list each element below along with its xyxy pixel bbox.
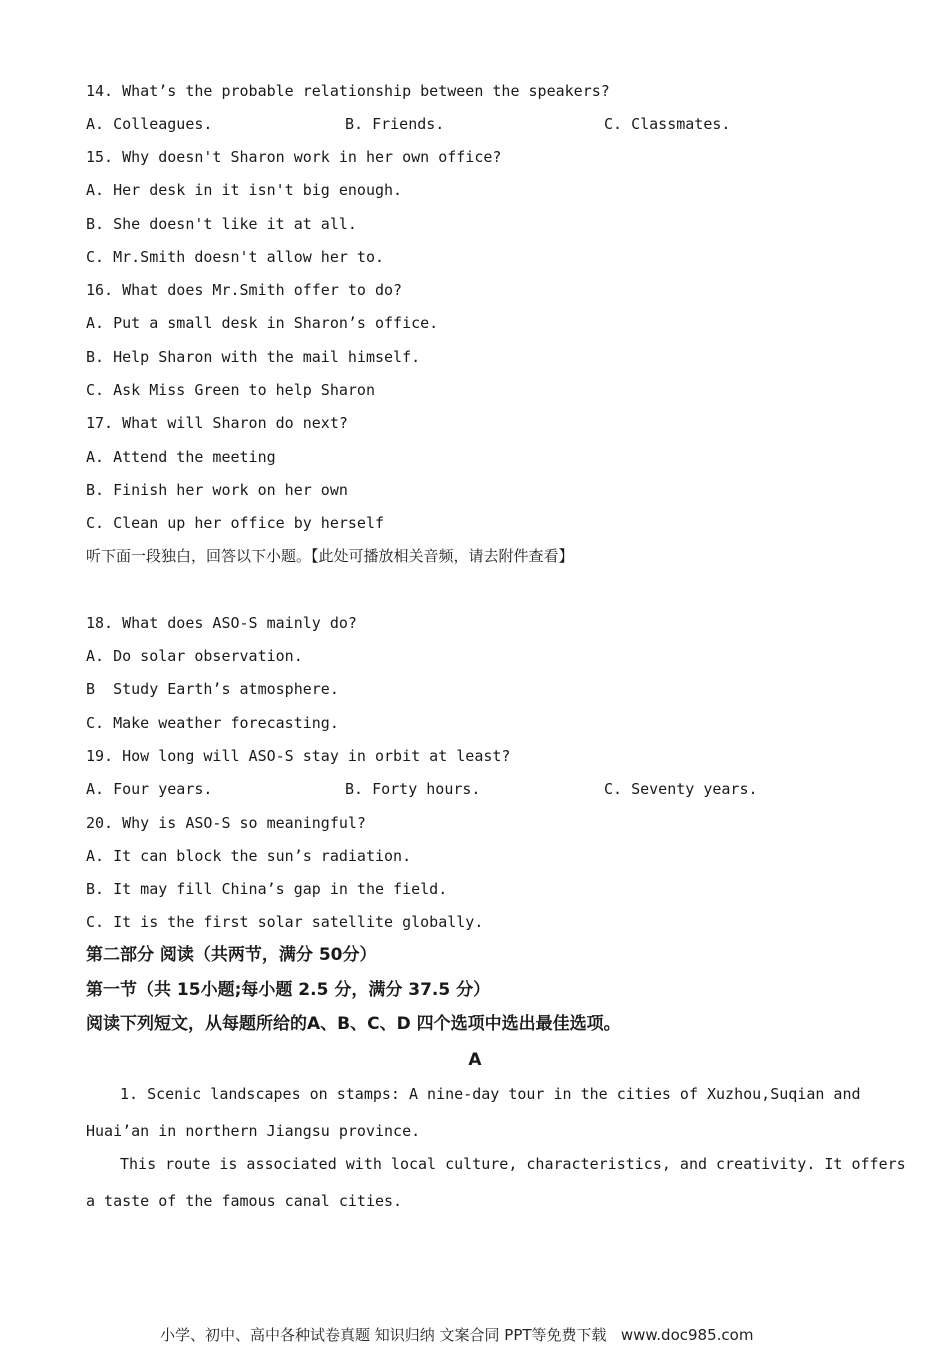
passage-p2-line1: This route is associated with local culture, characteristics, and creativity. It offers — [120, 1155, 906, 1173]
question-14: 14. What’s the probable relationship between the speakers? — [86, 82, 610, 100]
q19-option-a: A. Four years. — [86, 780, 213, 798]
section1-heading: 第一节（共 15小题;每小题 2.5 分，满分 37.5 分） — [86, 980, 491, 1000]
question-16: 16. What does Mr.Smith offer to do? — [86, 281, 403, 299]
question-18: 18. What does ASO-S mainly do? — [86, 614, 357, 632]
q19-option-b: B. Forty hours. — [345, 780, 481, 798]
q16-option-c: C. Ask Miss Green to help Sharon — [86, 381, 375, 399]
monologue-instruction: 听下面一段独白，回答以下小题。【此处可播放相关音频，请去附件查看】 — [86, 547, 574, 565]
footer-banner: 小学、初中、高中各种试卷真题 知识归纳 文案合同 PPT等免费下载 www.doc985.com — [160, 1326, 754, 1344]
question-17: 17. What will Sharon do next? — [86, 414, 348, 432]
passage-p1-line1: 1. Scenic landscapes on stamps: A nine-day tour in the cities of Xuzhou,Suqian and — [120, 1085, 861, 1103]
q17-option-c: C. Clean up her office by herself — [86, 514, 385, 532]
q14-option-a: A. Colleagues. — [86, 115, 213, 133]
question-19: 19. How long will ASO-S stay in orbit at least? — [86, 747, 511, 765]
passage-p2-line2: a taste of the famous canal cities. — [86, 1192, 403, 1210]
q17-option-a: A. Attend the meeting — [86, 448, 276, 466]
q15-option-b: B. She doesn't like it at all. — [86, 215, 357, 233]
question-20: 20. Why is ASO-S so meaningful? — [86, 814, 366, 832]
q20-option-b: B. It may fill China’s gap in the field. — [86, 880, 448, 898]
q20-option-c: C. It is the first solar satellite globally. — [86, 913, 484, 931]
q15-option-a: A. Her desk in it isn't big enough. — [86, 181, 403, 199]
q14-option-b: B. Friends. — [345, 115, 445, 133]
passage-p1-line2: Huai’an in northern Jiangsu province. — [86, 1122, 421, 1140]
q20-option-a: A. It can block the sun’s radiation. — [86, 847, 412, 865]
q18-option-b: B Study Earth’s atmosphere. — [86, 680, 339, 698]
q17-option-b: B. Finish her work on her own — [86, 481, 348, 499]
q16-option-b: B. Help Sharon with the mail himself. — [86, 348, 421, 366]
q18-option-a: A. Do solar observation. — [86, 647, 303, 665]
reading-instruction: 阅读下列短文，从每题所给的A、B、C、D 四个选项中选出最佳选项。 — [86, 1014, 621, 1034]
q18-option-c: C. Make weather forecasting. — [86, 714, 339, 732]
q14-option-c: C. Classmates. — [604, 115, 731, 133]
part2-heading: 第二部分 阅读（共两节，满分 50分） — [86, 945, 377, 965]
question-15: 15. Why doesn't Sharon work in her own office? — [86, 148, 502, 166]
q16-option-a: A. Put a small desk in Sharon’s office. — [86, 314, 439, 332]
q15-option-c: C. Mr.Smith doesn't allow her to. — [86, 248, 385, 266]
q19-option-c: C. Seventy years. — [604, 780, 758, 798]
passage-label: A — [468, 1050, 482, 1070]
